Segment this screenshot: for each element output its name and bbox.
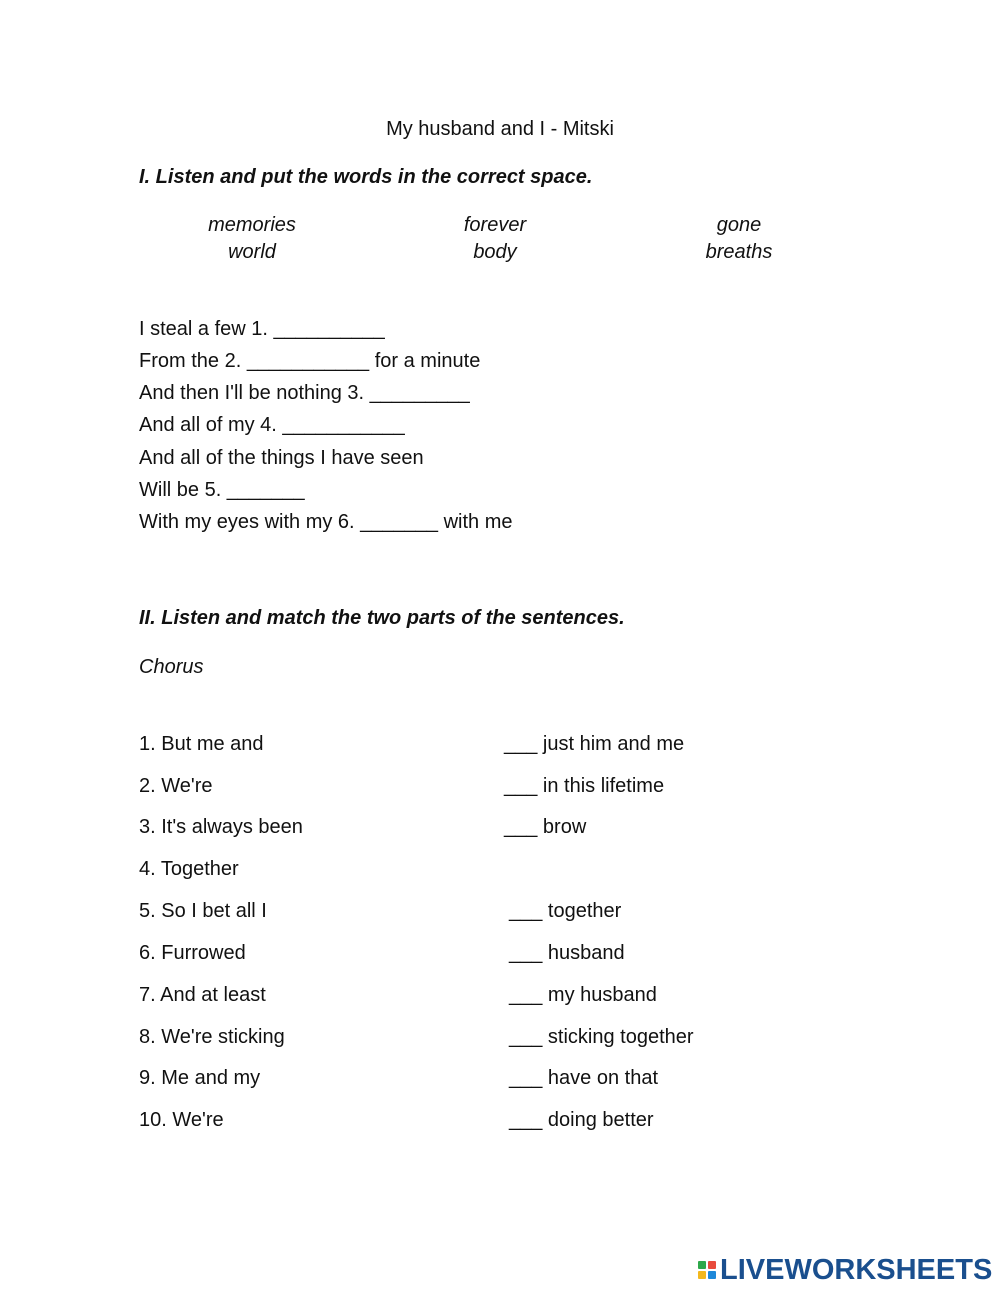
match-left-item: 10. We're (139, 1109, 224, 1131)
match-right-item: ___ brow (504, 816, 587, 838)
match-left-item: 4. Together (139, 858, 239, 880)
word-bank-item: memories (208, 214, 296, 236)
lyric-line: And all of the things I have seen (139, 447, 424, 469)
match-right-item: ___ have on that (509, 1067, 659, 1089)
match-right-item: ___ husband (509, 942, 625, 964)
word-bank-item: world (228, 241, 276, 263)
word-bank-item: forever (463, 214, 527, 236)
match-left-item: 2. We're (139, 775, 213, 797)
logo-tiles-icon (698, 1261, 716, 1279)
lyric-line: And all of my 4. ___________ (139, 414, 405, 436)
lyric-line: From the 2. ___________ for a minute (139, 350, 481, 372)
word-bank-item: gone (716, 214, 762, 236)
match-right-item: ___ together (509, 900, 622, 922)
match-left-item: 7. And at least (139, 984, 266, 1006)
lyric-line: And then I'll be nothing 3. _________ (139, 382, 470, 404)
lyric-line: I steal a few 1. __________ (139, 318, 385, 340)
word-bank-item: breaths (705, 241, 773, 263)
word-bank-item: body (473, 241, 517, 263)
match-left-item: 1. But me and (139, 733, 264, 755)
match-right-item: ___ sticking together (509, 1026, 694, 1048)
match-right-item: ___ just him and me (504, 733, 685, 755)
match-left-item: 5. So I bet all I (139, 900, 267, 922)
lyric-line: Will be 5. _______ (139, 479, 305, 501)
liveworksheets-logo (698, 1255, 992, 1285)
section1-heading: I. Listen and put the words in the correct space. (139, 166, 593, 188)
match-left-item: 9. Me and my (139, 1067, 261, 1089)
logo-text: LIVEWORKSHEETS (720, 1253, 993, 1286)
match-right-item: ___ doing better (509, 1109, 654, 1131)
match-right-item: ___ my husband (509, 984, 657, 1006)
match-right-item: ___ in this lifetime (504, 775, 665, 797)
section2-heading: II. Listen and match the two parts of the sentences. (139, 607, 625, 629)
match-left-item: 8. We're sticking (139, 1026, 285, 1048)
match-left-item: 3. It's always been (139, 816, 303, 838)
lyric-line: With my eyes with my 6. _______ with me (139, 511, 513, 533)
match-left-item: 6. Furrowed (139, 942, 246, 964)
chorus-label: Chorus (139, 656, 204, 678)
page-title: My husband and I - Mitski (386, 118, 614, 140)
